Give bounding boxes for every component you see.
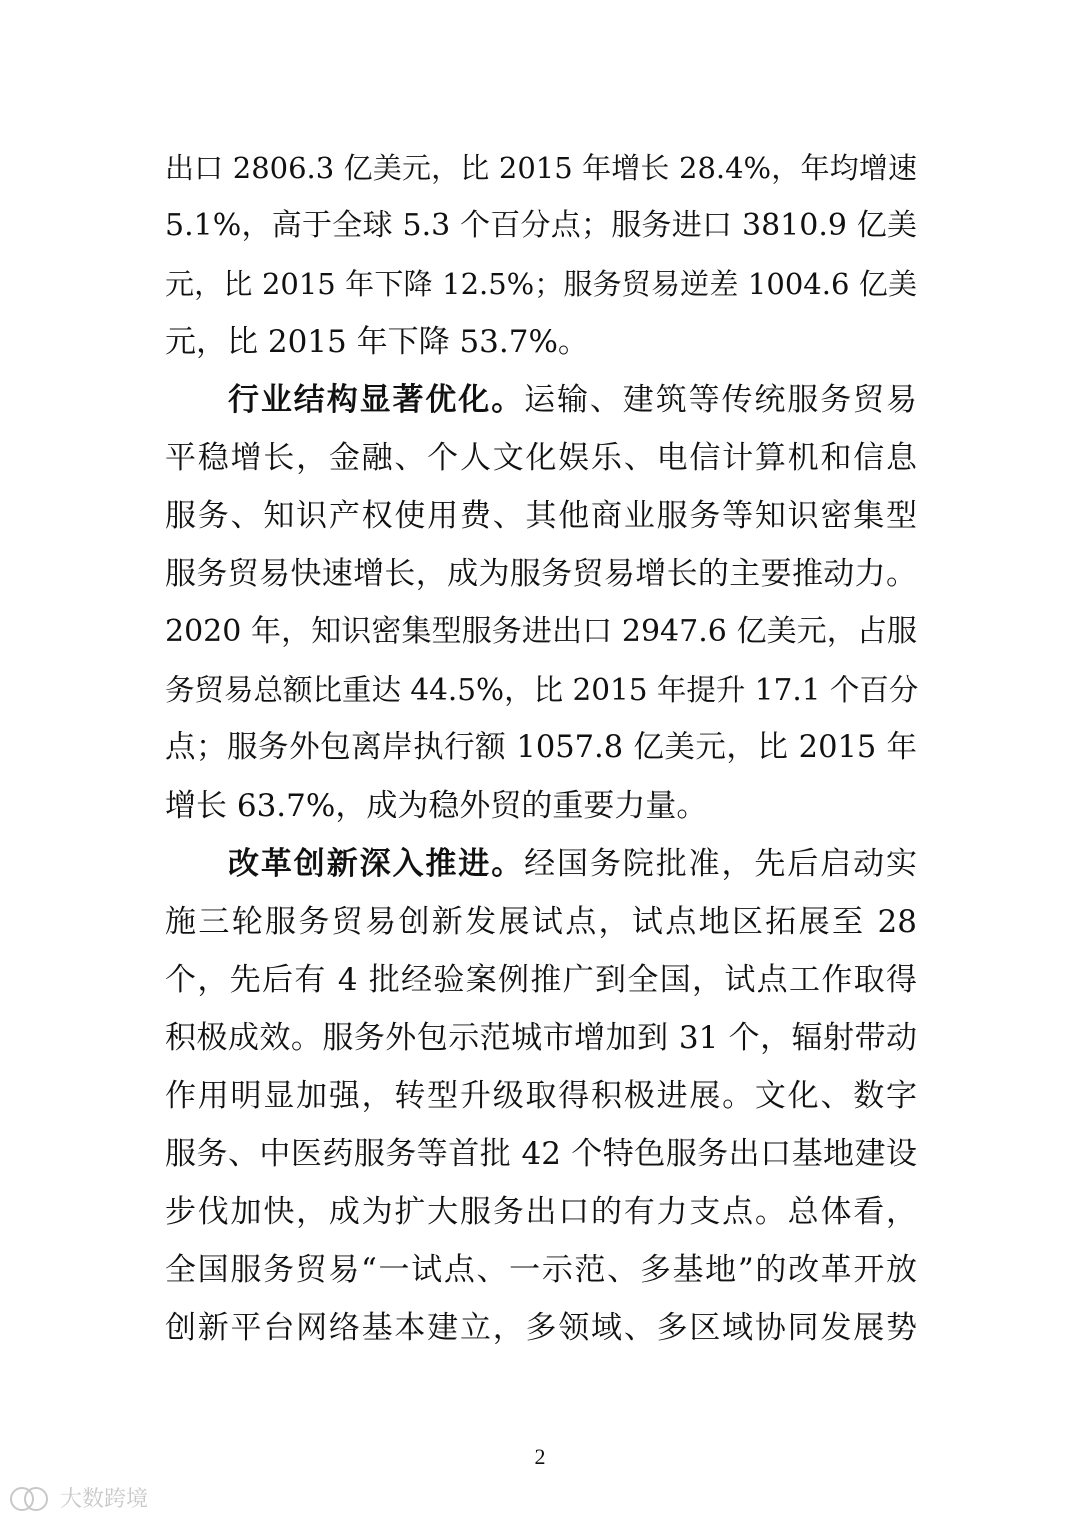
page-number: 2 [534,1444,546,1469]
body-text-line: 元，比 2015 年下降 53.7%。 [165,324,589,360]
paragraph-heading: 改革创新深入推进。 [228,846,525,882]
body-text-line: 增长 63.7%，成为稳外贸的重要力量。 [165,788,708,824]
body-text-line: 步伐加快，成为扩大服务出口的有力支点。总体看， [165,1194,917,1230]
body-text-line: 出口 2806.3 亿美元，比 2015 年增长 28.4%，年均增速 [165,151,917,185]
body-text-line: 服务贸易快速增长，成为服务贸易增长的主要推动力。 [165,556,917,592]
body-text-line: 作用明显加强，转型升级取得积极进展。文化、数字 [165,1078,917,1114]
body-text-line: 施三轮服务贸易创新发展试点，试点地区拓展至 28 [165,904,917,940]
paragraph-first-line [228,842,917,886]
paragraph-first-line [228,378,917,422]
body-text-line: 个，先后有 4 批经验案例推广到全国，试点工作取得 [165,962,917,998]
body-text-span: 经国务院批准，先后启动实 [524,846,918,882]
body-text-line: 5.1%，高于全球 5.3 个百分点；服务进口 3810.9 亿美 [165,208,917,243]
double-ring-logo-icon [10,1483,54,1511]
body-text-line: 全国服务贸易“一试点、一示范、多基地”的改革开放 [165,1252,917,1288]
body-text-line: 服务、知识产权使用费、其他商业服务等知识密集型 [165,498,917,534]
body-text-span: 运输、建筑等传统服务贸易 [524,382,918,418]
body-text-line: 点；服务外包离岸执行额 1057.8 亿美元，比 2015 年 [165,730,917,765]
body-text-line: 2020 年，知识密集型服务进出口 2947.6 亿美元，占服 [165,614,917,649]
body-text-line: 元，比 2015 年下降 12.5%；服务贸易逆差 1004.6 亿美 [165,267,917,301]
body-text-line: 创新平台网络基本建立，多领域、多区域协同发展势 [165,1310,917,1346]
watermark-text: 大数跨境 [60,1486,149,1512]
body-text-line: 平稳增长，金融、个人文化娱乐、电信计算机和信息 [165,440,917,476]
watermark [10,1480,148,1514]
body-text-line: 务贸易总额比重达 44.5%，比 2015 年提升 17.1 个百分 [165,673,919,707]
paragraph-heading: 行业结构显著优化。 [228,382,525,418]
body-text-line: 服务、中医药服务等首批 42 个特色服务出口基地建设 [165,1136,917,1172]
body-text-line: 积极成效。服务外包示范城市增加到 31 个，辐射带动 [165,1020,917,1056]
